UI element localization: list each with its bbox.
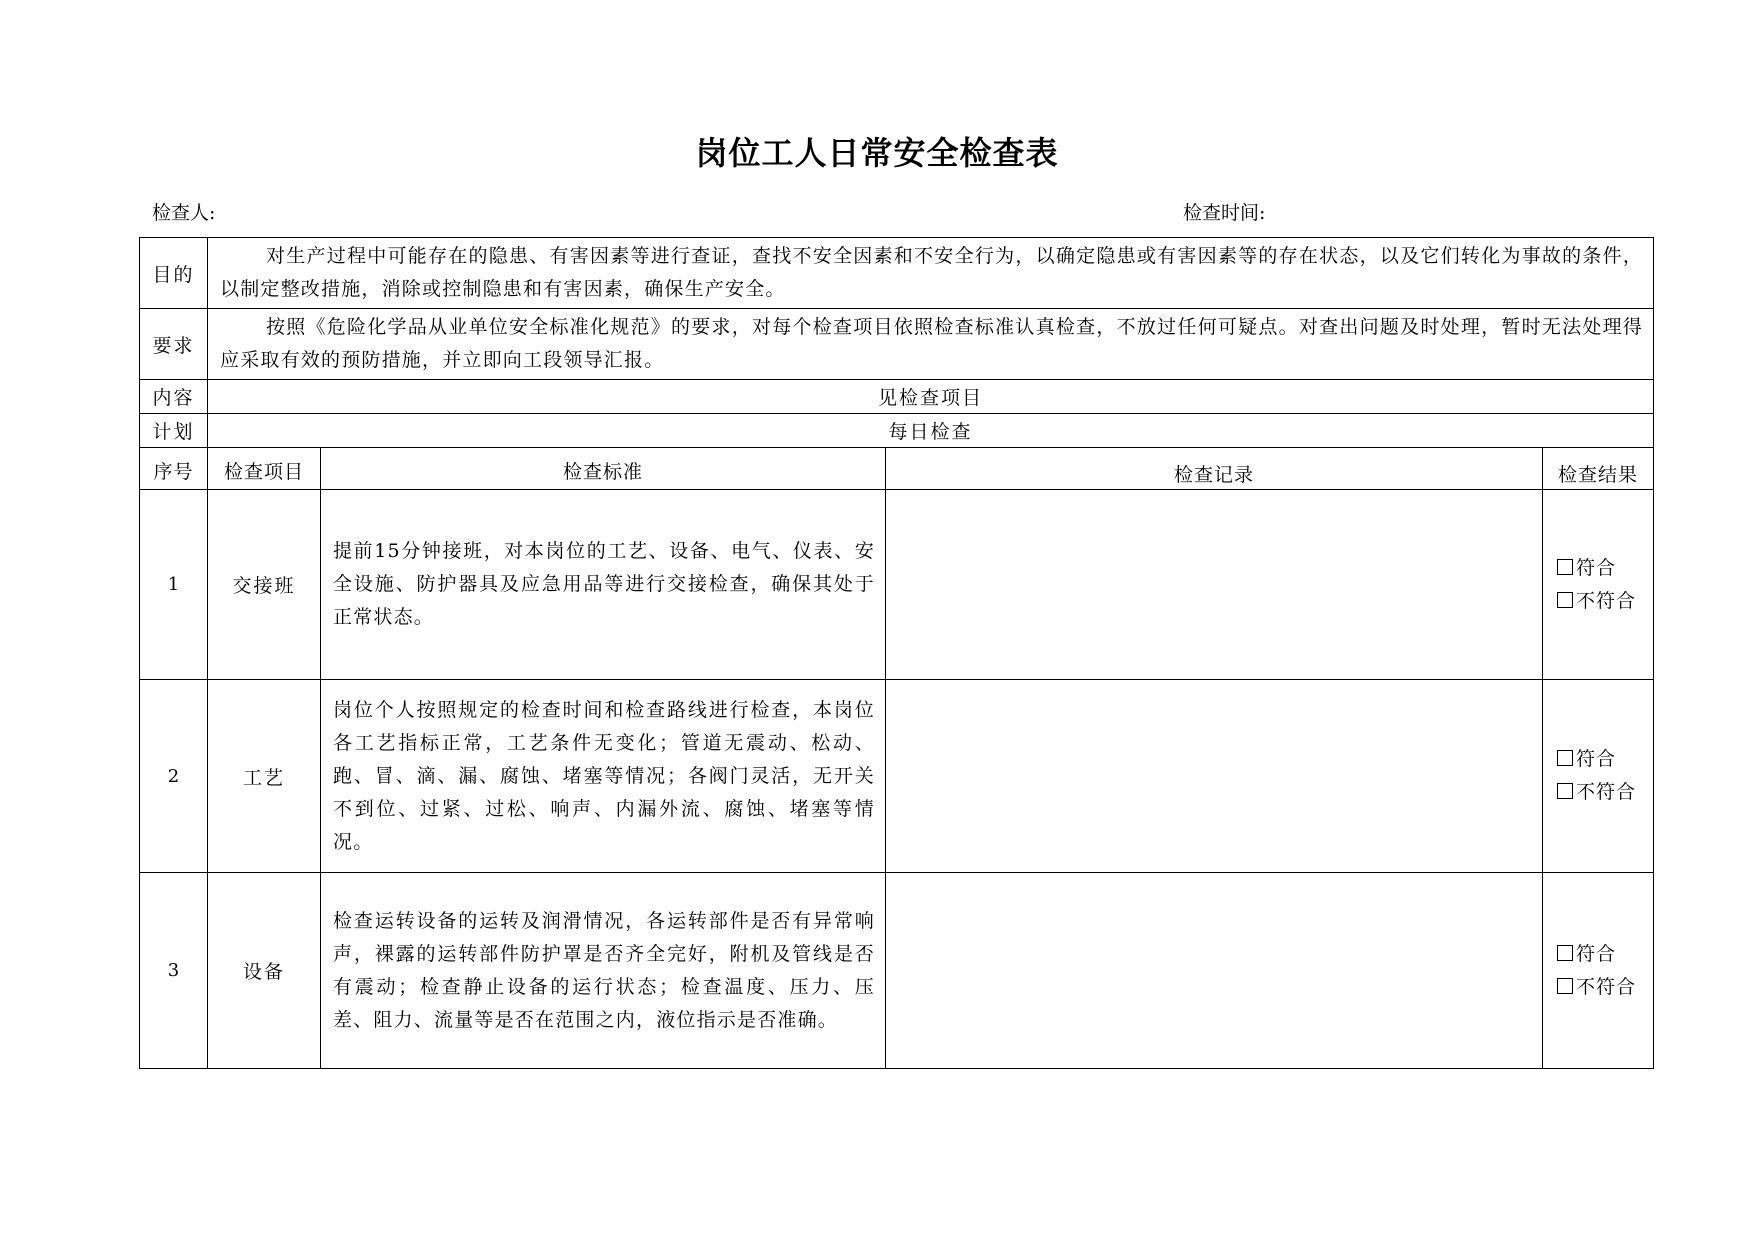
table-row	[140, 490, 1654, 680]
row-result	[1543, 873, 1654, 1069]
checkbox-icon	[1557, 945, 1573, 961]
row-seq: 2	[140, 680, 208, 873]
requirement-row	[140, 309, 1654, 380]
row-result	[1543, 680, 1654, 873]
table-row	[140, 873, 1654, 1069]
purpose-text: 对生产过程中可能存在的隐患、有害因素等进行查证，查找不安全因素和不安全行为，以确定隐患或有害因素等的存在状态，以及它们转化为事故的条件，以制定整改措施，消除或控制隐患和有害因素，确保生产安全。	[220, 245, 1644, 300]
pass-label: 符合	[1576, 748, 1617, 770]
header-item: 检查项目	[208, 448, 321, 490]
requirement-text: 按照《危险化学品从业单位安全标准化规范》的要求，对每个检查项目依照检查标准认真检查，不放过任何可疑点。对查出问题及时处理，暂时无法处理得应采取有效的预防措施，并立即向工段领导汇报。	[220, 316, 1644, 371]
row-result	[1543, 490, 1654, 680]
fail-label: 不符合	[1576, 975, 1637, 998]
fail-checkbox[interactable]	[1557, 971, 1653, 1004]
table-row	[140, 680, 1654, 873]
row-seq: 1	[140, 490, 208, 680]
content-label: 内容	[140, 380, 208, 414]
pass-label: 符合	[1576, 556, 1617, 579]
pass-label: 符合	[1576, 942, 1617, 965]
pass-checkbox[interactable]	[1557, 938, 1653, 971]
plan-value: 每日检查	[208, 414, 1654, 448]
inspection-time-label: 检查时间:	[1183, 202, 1266, 224]
row-standard: 检查运转设备的运转及润滑情况，各运转部件是否有异常响声，裸露的运转部件防护罩是否齐全完好，附机及管线是否有震动；检查静止设备的运行状态；检查温度、压力、压差、阻力、流量等是否在范围之内，液位指示是否准确。	[321, 873, 886, 1069]
row-item: 交接班	[208, 490, 321, 680]
header-row	[140, 448, 1654, 490]
inspection-table	[139, 237, 1654, 1069]
row-record-field[interactable]	[886, 490, 1543, 680]
row-seq: 3	[140, 873, 208, 1069]
row-item: 设备	[208, 873, 321, 1069]
content-row	[140, 380, 1654, 414]
pass-checkbox[interactable]	[1557, 743, 1653, 776]
row-standard: 岗位个人按照规定的检查时间和检查路线进行检查，本岗位各工艺指标正常，工艺条件无变化；管道无震动、松动、跑、冒、滴、漏、腐蚀、堵塞等情况；各阀门灵活，无开关不到位、过紧、过松、响声、内漏外流、腐蚀、堵塞等情况。	[321, 680, 886, 873]
row-record-field[interactable]	[886, 873, 1543, 1069]
fail-checkbox[interactable]	[1557, 776, 1653, 809]
header-record: 检查记录	[886, 448, 1543, 490]
checkbox-icon	[1557, 783, 1573, 799]
checkbox-icon	[1557, 978, 1573, 994]
row-item: 工艺	[208, 680, 321, 873]
requirement-text-cell	[208, 309, 1654, 380]
plan-label: 计划	[140, 414, 208, 448]
checkbox-icon	[1557, 750, 1573, 766]
fail-label: 不符合	[1576, 781, 1637, 803]
header-result: 检查结果	[1543, 448, 1654, 490]
fail-label: 不符合	[1576, 589, 1637, 612]
purpose-text-cell	[208, 238, 1654, 309]
checkbox-icon	[1557, 592, 1573, 608]
row-standard: 提前15分钟接班，对本岗位的工艺、设备、电气、仪表、安全设施、防护器具及应急用品等进行交接检查，确保其处于正常状态。	[321, 490, 886, 680]
content-value: 见检查项目	[208, 380, 1654, 414]
inspector-label: 检查人:	[152, 202, 216, 224]
purpose-row	[140, 238, 1654, 309]
header-standard: 检查标准	[321, 448, 886, 490]
requirement-label: 要求	[140, 309, 208, 380]
header-seq: 序号	[140, 448, 208, 490]
row-record-field[interactable]	[886, 680, 1543, 873]
page-title: 岗位工人日常安全检查表	[695, 134, 1059, 172]
checkbox-icon	[1557, 559, 1573, 575]
purpose-label: 目的	[140, 238, 208, 309]
plan-row	[140, 414, 1654, 448]
pass-checkbox[interactable]	[1557, 552, 1653, 585]
fail-checkbox[interactable]	[1557, 585, 1653, 618]
